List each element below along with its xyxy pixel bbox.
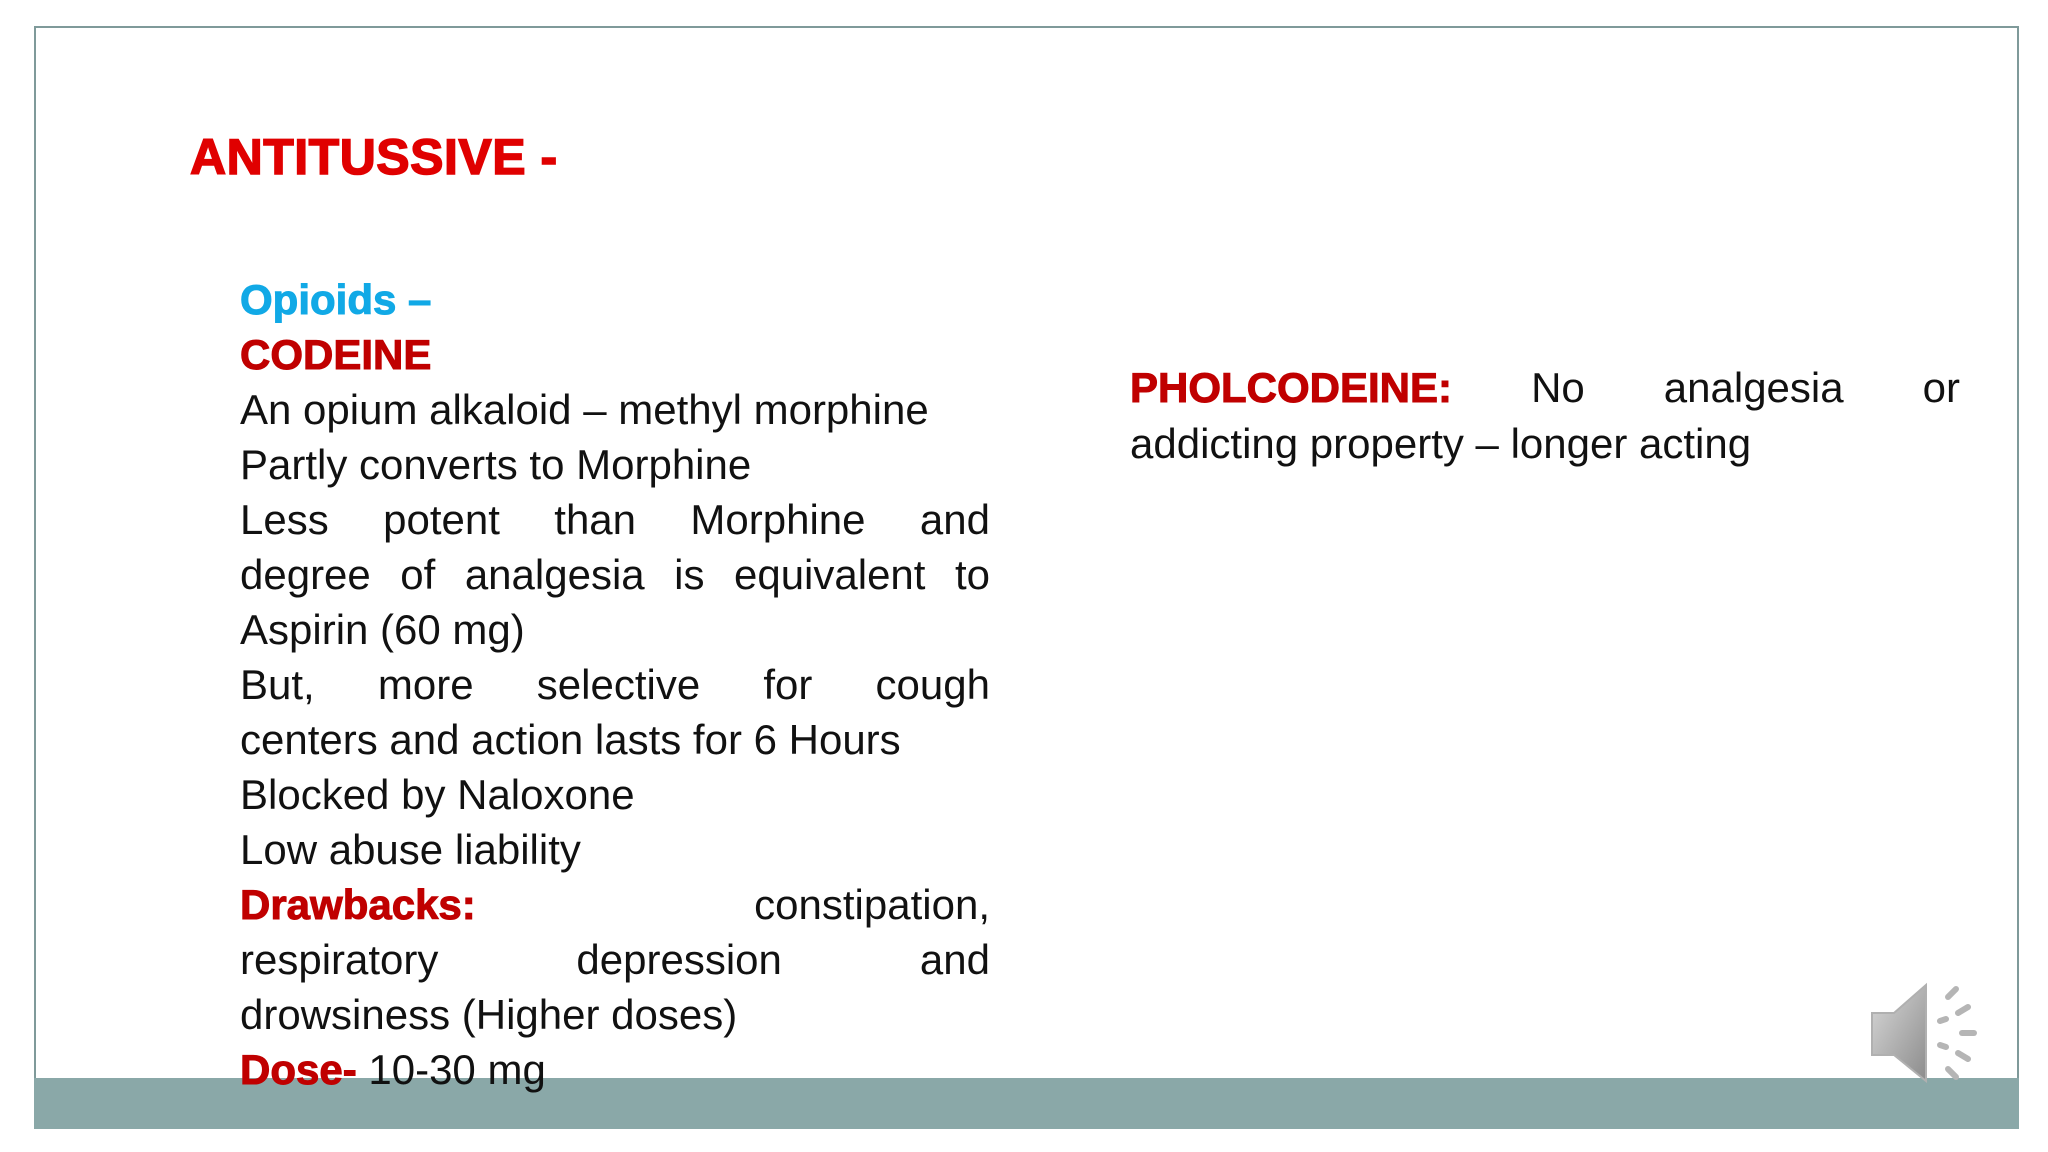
dose-label: Dose- — [240, 1046, 357, 1093]
codeine-line-selective-1: But, more selective for cough — [240, 661, 990, 708]
slide-title: ANTITUSSIVE - — [190, 129, 558, 185]
drawbacks-line-2: respiratory depression and — [240, 936, 990, 983]
codeine-line-potency-3: Aspirin (60 mg) — [240, 606, 525, 653]
codeine-line-alkaloid: An opium alkaloid – methyl morphine — [240, 386, 929, 433]
pholcodeine-line-2: addicting property – longer acting — [1130, 420, 1752, 467]
opioids-heading: Opioids – — [240, 276, 432, 323]
pholcodeine-text-1: No analgesia or — [1531, 364, 1960, 411]
codeine-section — [240, 272, 990, 1097]
codeine-line-potency-1: Less potent than Morphine and — [240, 496, 990, 543]
drawbacks-text-1: constipation, — [754, 881, 990, 928]
codeine-line-converts: Partly converts to Morphine — [240, 441, 752, 488]
speaker-icon[interactable] — [1868, 975, 1998, 1095]
codeine-line-abuse: Low abuse liability — [240, 826, 581, 873]
pholcodeine-label: PHOLCODEINE: — [1130, 364, 1453, 411]
dose-line — [240, 1042, 990, 1097]
codeine-heading: CODEINE — [240, 331, 432, 378]
drawbacks-label: Drawbacks: — [240, 881, 476, 928]
codeine-line-selective-2: centers and action lasts for 6 Hours — [240, 716, 901, 763]
drawbacks-line-3: drowsiness (Higher doses) — [240, 991, 738, 1038]
codeine-line-potency-2: degree of analgesia is equivalent to — [240, 551, 990, 598]
pholcodeine-line-1 — [1130, 360, 1960, 416]
codeine-line-naloxone: Blocked by Naloxone — [240, 771, 635, 818]
dose-value: 10-30 mg — [368, 1046, 546, 1093]
drawbacks-line-1 — [240, 877, 990, 932]
pholcodeine-section — [1130, 360, 1960, 472]
